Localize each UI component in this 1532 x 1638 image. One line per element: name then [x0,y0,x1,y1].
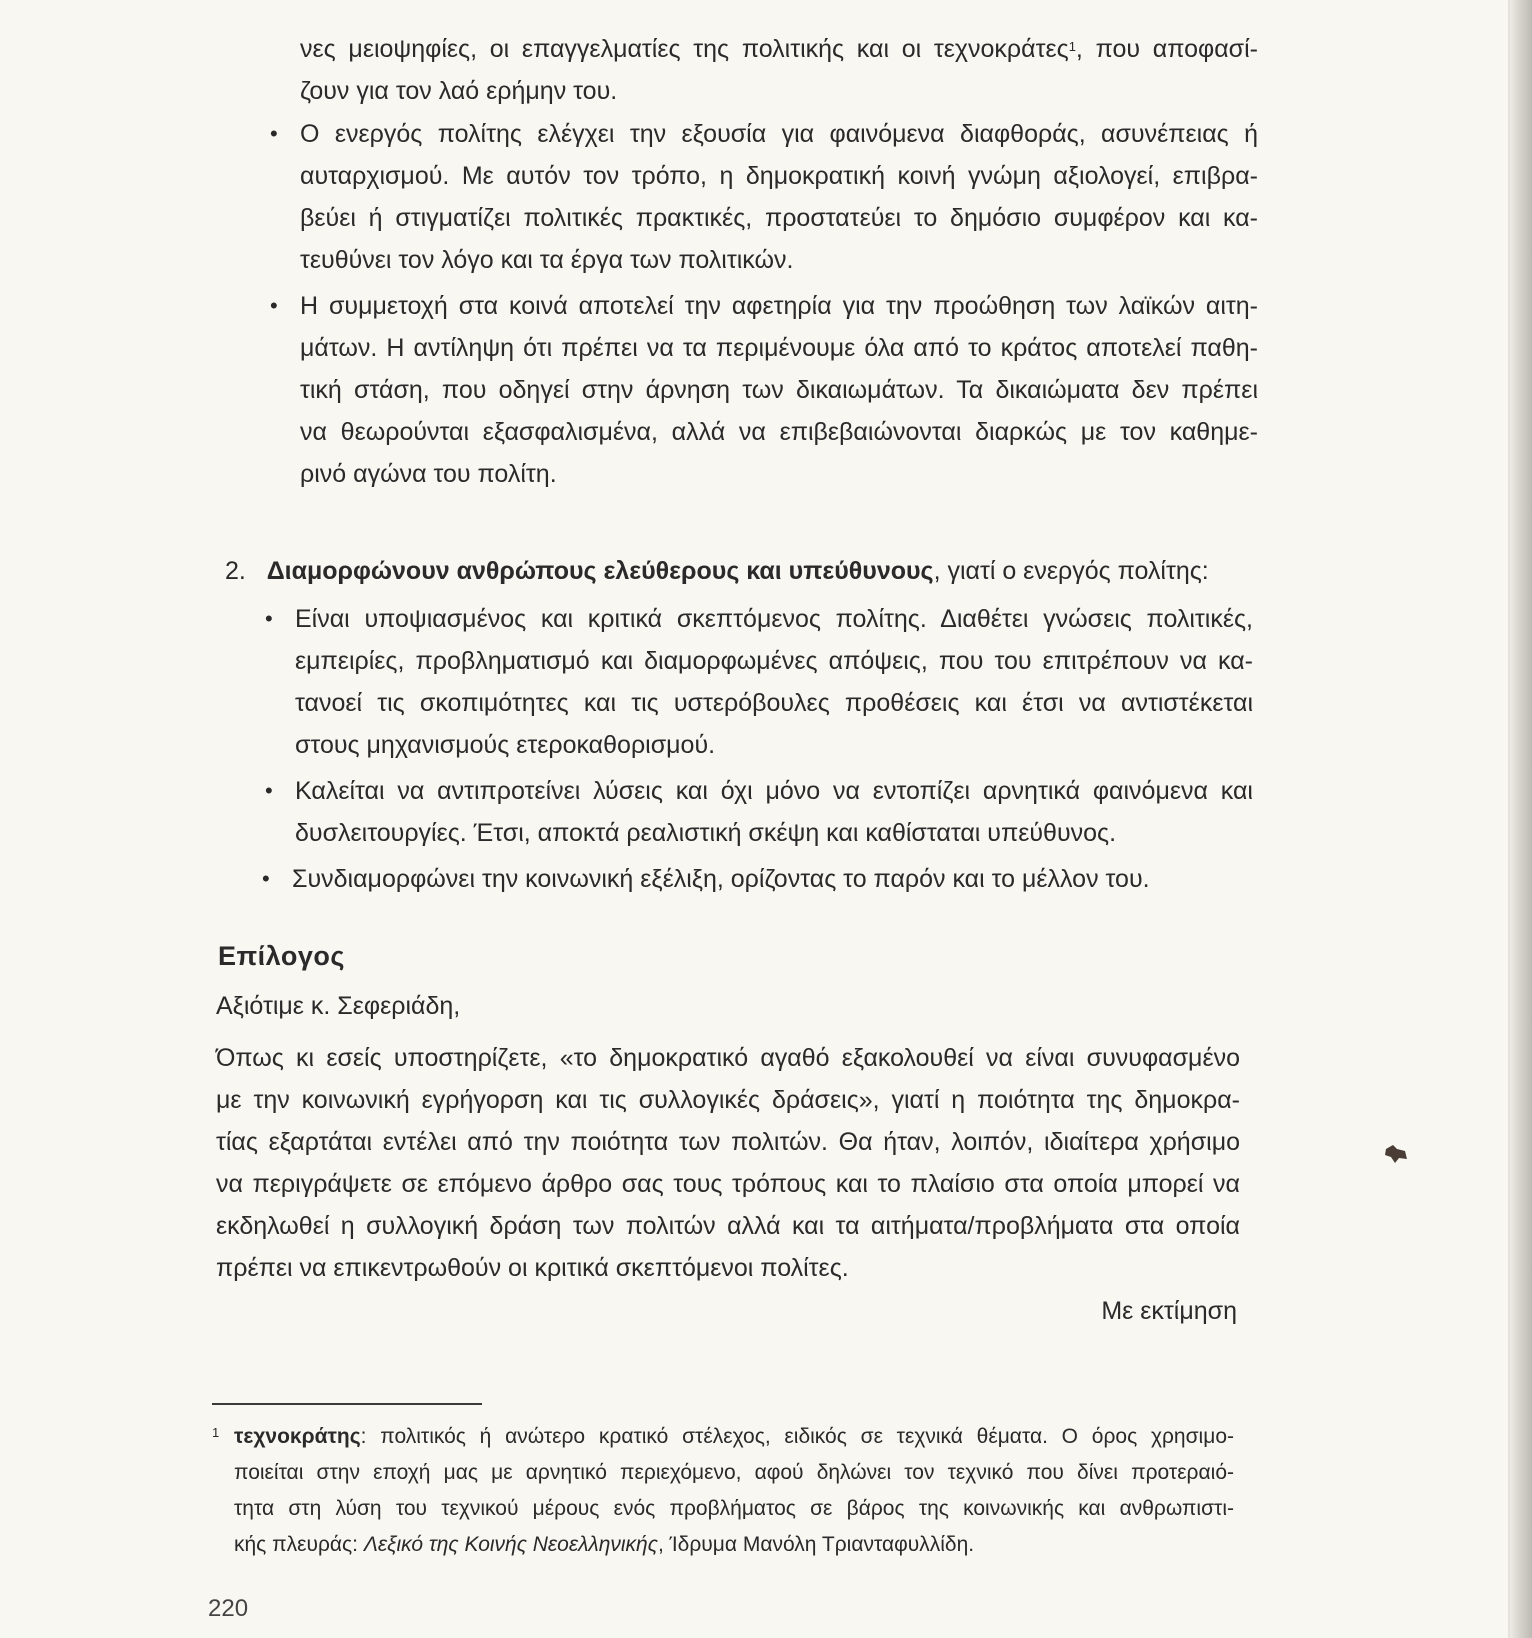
bullet-icon: • [270,293,278,318]
footnote-line: τητα στη λύση του τεχνικού μέρους ενός προβλήματος σε βάρος της κοινωνικής και ανθρωπιστι- [234,1497,1234,1520]
footnote-line: κής πλευράς: Λεξικό της Κοινής Νεοελληνικής, Ίδρυμα Μανόλη Τριανταφυλλίδη. [234,1533,975,1556]
text-line: εκδηλωθεί η συλλογική δράση των πολιτών αλλά και τα αιτήματα/προβλήματα στα οποία [216,1212,1240,1240]
footnote-mark: 1 [212,1425,220,1440]
salutation [216,985,1240,1027]
text-line: τίας εξαρτάται εντέλει από την ποιότητα των πολιτών. Θα ήταν, λοιπόν, ιδιαίτερα χρήσιμο [216,1128,1240,1156]
page-edge-shadow [1510,0,1532,1638]
bullet-icon: • [262,866,270,891]
text-line: να περιγράψετε σε επόμενο άρθρο σας τους τρόπους και το πλαίσιο στα οποία μπορεί να [216,1170,1240,1198]
footnote-line: τεχνοκράτης: πολιτικός ή ανώτερο κρατικό στέλεχος, ειδικός σε τεχνικά θέματα. Ο όρος χρησιμο- [234,1425,1234,1448]
text-line: στους μηχανισμούς ετεροκαθορισμού. [295,731,716,759]
text-line: πρέπει να επικεντρωθούν οι κριτικά σκεπτόμενοι πολίτες. [216,1254,849,1282]
bullet-icon: • [265,778,273,803]
continuation-paragraph [300,28,1258,112]
footnote-source-title: Λεξικό της Κοινής Νεοελληνικής [363,1533,658,1556]
text-line: εμπειρίες, προβληματισμό και διαμορφωμένες απόψεις, που του επιτρέπουν να κα- [295,647,1253,675]
bullet-item [265,770,1253,854]
text-line: νες μειοψηφίες, οι επαγγελματίες της πολιτικής και οι τεχνοκράτες$^1$, που αποφασί- [300,35,1258,63]
text-line: Καλείται να αντιπροτείνει λύσεις και όχι μόνο να εντοπίζει αρνητικά φαινόμενα και [295,777,1253,805]
point-title: Διαμορφώνουν ανθρώπους ελεύθερους και υπεύθυνους [266,557,934,585]
point-text: , γιατί ο ενεργός πολίτης: [933,557,1209,585]
signoff: Με εκτίμηση [1101,1297,1237,1325]
epilogue-paragraph [216,1037,1240,1289]
text-line: δυσλειτουργίες. Έτσι, αποκτά ρεαλιστική σκέψη και καθίσταται υπεύθυνος. [295,819,1117,847]
text-line: τευθύνει τον λόγο και τα έργα των πολιτικών. [300,246,794,274]
footnote-reference: 1 [1068,39,1076,54]
text-line: ρινό αγώνα του πολίτη. [300,460,557,488]
text-line: μάτων. Η αντίληψη ότι πρέπει να τα περιμένουμε όλα από το κράτος αποτελεί παθη- [300,334,1258,362]
text-line: τανοεί τις σκοπιμότητες και τις υστερόβουλες προθέσεις και έτσι να αντιστέκεται [295,689,1253,717]
section-heading: Επίλογος [218,941,345,971]
text-line: να θεωρούνται εξασφαλισμένα, αλλά να επιβεβαιώνονται διαρκώς με τον καθημε- [300,418,1258,446]
text-line: Είναι υποψιασμένος και κριτικά σκεπτόμενος πολίτης. Διαθέτει γνώσεις πολιτικές, [295,605,1253,633]
bullet-icon: • [265,606,273,631]
page-number: 220 [208,1595,249,1622]
footnote-term: τεχνοκράτης [234,1425,361,1448]
text-line: Η συμμετοχή στα κοινά αποτελεί την αφετηρία για την προώθηση των λαϊκών αιτη- [300,292,1258,320]
text-line: ζουν για τον λαό ερήμην του. [300,77,618,105]
bullet-item [265,598,1253,766]
footnote-divider [212,1403,482,1405]
bullet-item [270,285,1258,495]
text-line: Όπως κι εσείς υποστηρίζετε, «το δημοκρατικό αγαθό εξακολουθεί να είναι συνυφασμένο [216,1044,1240,1072]
numbered-point-2 [225,550,1265,592]
bullet-item [270,113,1258,281]
text-line: βεύει ή στιγματίζει πολιτικές πρακτικές, προστατεύει το δημόσιο συμφέρον και κα- [300,204,1258,232]
scan-speck-icon [1383,1143,1409,1165]
bullet-item [262,858,1250,900]
text-line: Ο ενεργός πολίτης ελέγχει την εξουσία για φαινόμενα διαφθοράς, ασυνέπειας ή [300,120,1258,148]
text-line: τική στάση, που οδηγεί στην άρνηση των δικαιωμάτων. Τα δικαιώματα δεν πρέπει [300,376,1258,404]
text-line: Αξιότιμε κ. Σεφεριάδη, [216,992,461,1020]
bullet-icon: • [270,121,278,146]
point-number: 2. [225,557,246,585]
text-line: αυταρχισμού. Με αυτόν τον τρόπο, η δημοκρατική κοινή γνώμη αξιολογεί, επιβρα- [300,162,1258,190]
footnote [212,1419,1234,1563]
text-line: Συνδιαμορφώνει την κοινωνική εξέλιξη, ορίζοντας το παρόν και το μέλλον του. [292,865,1150,893]
text-line: με την κοινωνική εγρήγορση και τις συλλογικές δράσεις», γιατί η ποιότητα της δημοκρα- [216,1086,1240,1114]
footnote-line: ποιείται στην εποχή μας με αρνητικό περιεχόμενο, αφού δηλώνει τον τεχνικό που δίνει προτεραιό- [234,1461,1234,1484]
